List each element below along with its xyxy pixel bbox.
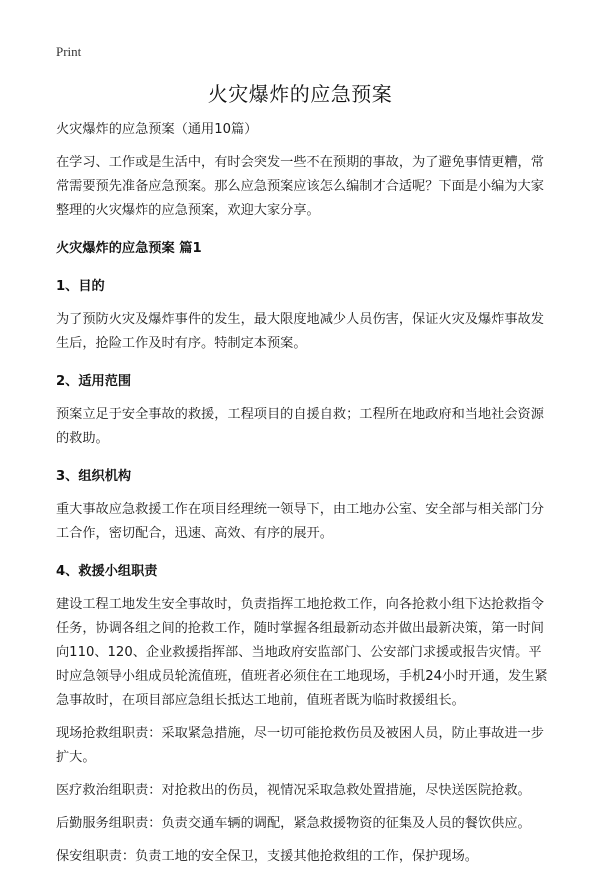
- heading-responsibilities: 4、救援小组职责: [56, 564, 158, 579]
- paragraph-responsibilities-main: 建设工程工地发生安全事故时，负责指挥工地抢救工作，向各抢救小组下达抢救指令任务，协调各组之间的抢救工作，随时掌握各组最新动态并做出最新决策，第一时间向110、120、企业救援指挥部、当地政府安监部门、公安部门求援或报告灾情。平时应急领导小组成员轮流值班，值班者必须住在工地现场，手机24小时开通，发生紧急事故时，在项目部应急组长抵达工地前，值班者既为临时救援组长。: [56, 597, 548, 708]
- heading-purpose: 1、目的: [56, 279, 105, 294]
- paragraph-medical-team: 医疗救治组职责：对抢救出的伤员，视情况采取急救处置措施，尽快送医院抢救。: [56, 783, 531, 798]
- document-title: 火灾爆炸的应急预案: [207, 82, 393, 106]
- intro-paragraph: 在学习、工作或是生活中，有时会突发一些不在预期的事故，为了避免事情更糟，常常需要预先准备应急预案。那么应急预案应该怎么编制才合适呢？下面是小编为大家整理的火灾爆炸的应急预案，欢迎大家分享。: [56, 155, 544, 218]
- paragraph-rescue-team: 现场抢救组职责：采取紧急措施，尽一切可能抢救伤员及被困人员，防止事故进一步扩大。: [56, 726, 544, 765]
- paragraph-scope: 预案立足于安全事故的救援，工程项目的自援自救；工程所在地政府和当地社会资源的救助。: [56, 407, 544, 446]
- section-title: 火灾爆炸的应急预案 篇1: [56, 241, 202, 256]
- paragraph-organization: 重大事故应急救援工作在项目经理统一领导下，由工地办公室、安全部与相关部门分工合作，密切配合，迅速、高效、有序的展开。: [56, 502, 544, 541]
- paragraph-purpose: 为了预防火灾及爆炸事件的发生，最大限度地减少人员伤害，保证火灾及爆炸事故发生后，抢险工作及时有序。特制定本预案。: [56, 312, 544, 351]
- heading-scope: 2、适用范围: [56, 374, 132, 389]
- document-body: [56, 118, 550, 869]
- paragraph-security-team: 保安组职责：负责工地的安全保卫，支援其他抢救组的工作，保护现场。: [56, 849, 478, 864]
- document-subtitle: 火灾爆炸的应急预案（通用10篇）: [56, 122, 258, 137]
- paragraph-logistics-team: 后勤服务组职责：负责交通车辆的调配，紧急救援物资的征集及人员的餐饮供应。: [56, 816, 531, 831]
- heading-organization: 3、组织机构: [56, 469, 132, 484]
- print-link[interactable]: Print: [56, 44, 82, 59]
